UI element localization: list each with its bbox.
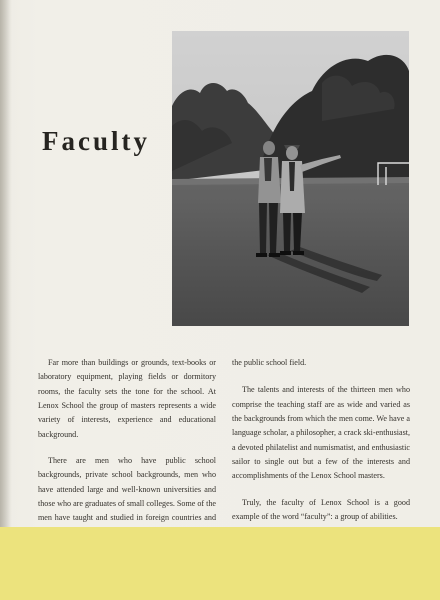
photo-two-men-on-lawn-icon xyxy=(172,31,409,326)
page-spine-shadow xyxy=(0,0,12,600)
yellow-footer-band xyxy=(0,527,440,600)
page-title: Faculty xyxy=(42,126,150,156)
paragraph-continuation: the public school field. xyxy=(232,358,307,367)
text-column-left xyxy=(38,356,216,552)
text-column-right xyxy=(232,356,410,536)
paragraph-intro: Far more than buildings or grounds, text-books or laboratory equipment, playing fields or dormitory rooms, the faculty sets the tone for the school. At Lenox School the group of masters represents a wide variety of interests, experience and educational background. xyxy=(38,358,216,439)
faculty-photo xyxy=(172,31,409,326)
paragraph-interests: The talents and interests of the thirteen men who comprise the teaching staff are as wide and varied as the backgrounds from which the men come. We have a language scholar, a philosopher, a crack ski-enthusiast, a devoted philatelist and numismatist, and enthusiastic sailor to single out but a few of the interests and accomplishments of the Lenox School masters. xyxy=(232,385,410,481)
paragraph-backgrounds: There are men who have public school backgrounds, private school backgrounds, men who have attended large and well-known universities and those who are graduates of small colleges. Some of the men have taught and studied in foreign countries and xyxy=(38,456,217,523)
paragraph-conclusion: Truly, the faculty of Lenox School is a good example of the word “faculty”: a group of abilities. xyxy=(232,497,410,522)
